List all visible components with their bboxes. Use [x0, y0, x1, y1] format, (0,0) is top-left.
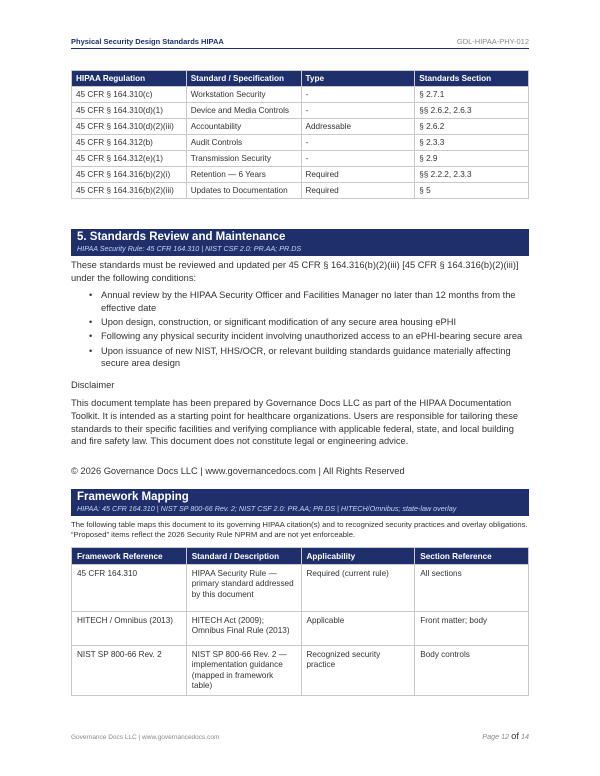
page-footer	[71, 731, 529, 742]
table-cell: 45 CFR § 164.312(e)(1)	[72, 151, 187, 167]
column-header: Standard / Description	[186, 548, 301, 565]
column-header: Applicability	[301, 548, 415, 565]
copyright-line: © 2026 Governance Docs LLC | www.governancedocs.com | All Rights Reserved	[71, 466, 405, 476]
page-current: Page 12	[482, 732, 510, 741]
section-title: 5. Standards Review and Maintenance	[77, 231, 286, 243]
table-cell: -	[301, 151, 415, 167]
table-cell: Workstation Security	[186, 87, 301, 103]
table-cell: HITECH Act (2009); Omnibus Final Rule (2013)	[186, 612, 301, 646]
table-cell: 45 CFR § 164.310(d)(2)(iii)	[72, 119, 187, 135]
table-cell: NIST SP 800-66 Rev. 2 — implementation guidance (mapped in framework table)	[186, 646, 301, 696]
table-row	[72, 183, 529, 199]
table-cell: § 2.3.3	[415, 135, 529, 151]
table-cell: 45 CFR 164.310	[72, 565, 187, 612]
list-item: • Upon issuance of new NIST, HHS/OCR, or relevant building standards guidance materially affecting secure area design	[89, 345, 529, 371]
section-title: Framework Mapping	[77, 491, 189, 503]
page-of: of	[511, 731, 519, 742]
table-row	[72, 167, 529, 183]
table-cell: § 2.6.2	[415, 119, 529, 135]
table-cell: HITECH / Omnibus (2013)	[72, 612, 187, 646]
table-row	[72, 565, 529, 612]
table-cell: 45 CFR § 164.316(b)(2)(i)	[72, 167, 187, 183]
list-item: • Annual review by the HIPAA Security Officer and Facilities Manager no later than 12 months from the effective date	[89, 289, 529, 315]
table-cell: Required	[301, 167, 415, 183]
section-5-heading	[71, 229, 529, 256]
table-cell: -	[301, 135, 415, 151]
page-number	[482, 731, 529, 742]
table-cell: § 5	[415, 183, 529, 199]
table-cell: NIST SP 800-66 Rev. 2	[72, 646, 187, 696]
table-row	[72, 151, 529, 167]
table-cell: § 2.7.1	[415, 87, 529, 103]
table-cell: HIPAA Security Rule — primary standard addressed by this document	[186, 565, 301, 612]
column-header: Framework Reference	[72, 548, 187, 565]
column-header: HIPAA Regulation	[72, 71, 187, 87]
table-cell: Recognized security practice	[301, 646, 415, 696]
table-cell: -	[301, 103, 415, 119]
table-cell: Updates to Documentation	[186, 183, 301, 199]
section-subtitle: HIPAA Security Rule: 45 CFR 164.310 | NIST CSF 2.0: PR.AA; PR.DS	[77, 244, 302, 253]
table-cell: Required	[301, 183, 415, 199]
table-cell: Body controls	[415, 646, 529, 696]
framework-intro: The following table maps this document to its governing HIPAA citation(s) and to recognized security practices and overlay obligations. “Proposed” items reflect the 2026 Security Rule NPRM and are not yet enforceable.	[71, 520, 528, 540]
section-subtitle: HIPAA: 45 CFR 164.310 | NIST SP 800-66 Rev. 2; NIST CSF 2.0: PR.AA; PR.DS | HITECH/Omnibus; state-law overlay	[77, 504, 457, 513]
table-cell: § 2.9	[415, 151, 529, 167]
table-cell: 45 CFR § 164.312(b)	[72, 135, 187, 151]
table-cell: 45 CFR § 164.316(b)(2)(iii)	[72, 183, 187, 199]
framework-mapping-heading	[71, 489, 529, 516]
review-intro: These standards must be reviewed and updated per 45 CFR § 164.316(b)(2)(iii) [45 CFR § 164.316(b)(2)(iii)] under the following conditions:	[71, 260, 519, 283]
table-row	[72, 135, 529, 151]
table-cell: Applicable	[301, 612, 415, 646]
table-row	[72, 103, 529, 119]
list-item: • Upon design, construction, or significant modification of any secure area housing ePHI	[89, 316, 529, 329]
table-cell: All sections	[415, 565, 529, 612]
table-cell: Audit Controls	[186, 135, 301, 151]
table-cell: §§ 2.6.2, 2.6.3	[415, 103, 529, 119]
table-cell: Front matter; body	[415, 612, 529, 646]
column-header: Standards Section	[415, 71, 529, 87]
table-row	[72, 646, 529, 696]
table-cell: -	[301, 87, 415, 103]
document-title: Physical Security Design Standards HIPAA	[71, 37, 224, 46]
table-cell: Device and Media Controls	[186, 103, 301, 119]
table-row	[72, 87, 529, 103]
table-cell: 45 CFR § 164.310(c)	[72, 87, 187, 103]
footer-company: Governance Docs LLC | www.governancedocs.com	[71, 734, 220, 741]
column-header: Type	[301, 71, 415, 87]
table-cell: §§ 2.2.2, 2.3.3	[415, 167, 529, 183]
page-total: 14	[521, 732, 529, 741]
table-row	[72, 119, 529, 135]
disclaimer-text: This document template has been prepared by Governance Docs LLC as part of the HIPAA Documentation Toolkit. It is intended as a starting point for healthcare organizations. Users are responsible for tailoring these standards to their specific facilities and verifying compliance with applicable federal, state, and local building and fire safety law. This document does not constitute legal or engineering advice.	[71, 398, 519, 447]
review-conditions-list	[89, 289, 529, 372]
table-cell: Required (current rule)	[301, 565, 415, 612]
table-row	[72, 612, 529, 646]
table-cell: 45 CFR § 164.310(d)(1)	[72, 103, 187, 119]
hipaa-regulation-table	[71, 70, 529, 199]
column-header: Section Reference	[415, 548, 529, 565]
document-id: GDL-HIPAA-PHY-012	[456, 37, 529, 46]
framework-mapping-table	[71, 547, 529, 696]
table-cell: Transmission Security	[186, 151, 301, 167]
disclaimer-label: Disclaimer	[71, 380, 115, 390]
column-header: Standard / Specification	[186, 71, 301, 87]
table-cell: Retention — 6 Years	[186, 167, 301, 183]
page-header	[71, 35, 529, 49]
table-cell: Accountability	[186, 119, 301, 135]
list-item: • Following any physical security incident involving unauthorized access to an ePHI-bearing secure area	[89, 330, 529, 343]
table-cell: Addressable	[301, 119, 415, 135]
